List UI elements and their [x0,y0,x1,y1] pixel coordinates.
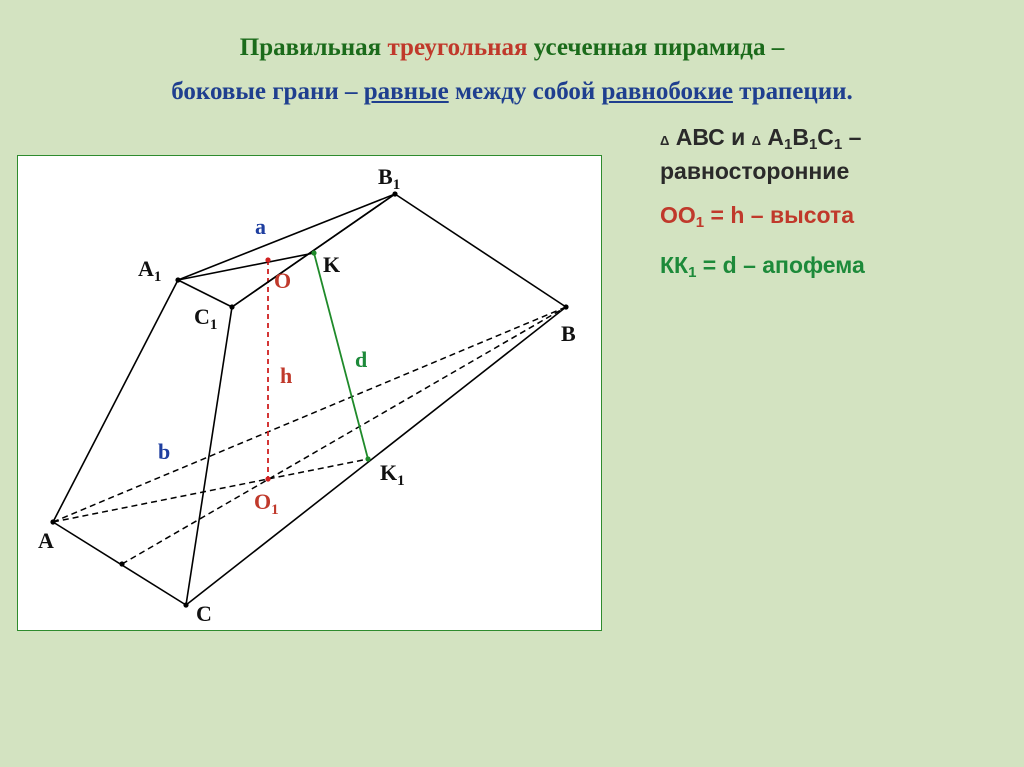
upper-median-a1k [178,253,314,280]
label-c1-letter: C [194,304,210,329]
title-part: трапеции. [732,78,853,105]
delta-symbol: Δ [660,133,670,148]
label-side-b: b [158,439,171,464]
note-height [660,202,854,231]
label-apothem-d: d [355,347,368,372]
label-c: C [196,601,212,626]
label-o1-letter: O [254,489,272,514]
label-k1-sub: 1 [397,473,405,489]
edge-aa1 [53,280,178,522]
label-o: O [274,268,292,293]
note-height-oo: ОО [660,202,696,228]
vertex-dot-c [183,602,188,607]
note-equilateral-word: равносторонние [660,158,850,184]
label-k1 [380,460,405,489]
title-part: Правильная [239,34,388,61]
title-underlined-isosceles: равнобокие [601,78,733,105]
note-sub: 1 [783,136,793,153]
label-height-h: h [280,363,293,388]
title-part: боковые грани – [171,78,364,105]
label-a1-letter: A [138,256,154,281]
vertex-dot-b [563,304,568,309]
label-b: B [561,321,576,346]
point-dot-o [265,257,270,262]
note-dash: – [842,124,862,150]
edge-cc1 [186,307,232,605]
note-b: В [792,124,809,150]
note-sub: 1 [808,136,818,153]
note-height-sub: 1 [695,214,705,231]
title-highlight-triangular: треугольная [387,34,528,61]
point-dot-o1 [265,476,270,481]
frustum-diagram [18,156,601,630]
label-b1-letter: B [378,164,393,189]
midpoint-dot-ac [119,561,124,566]
label-o1-sub: 1 [271,502,279,518]
edge-cb [186,307,566,605]
title-part: между собой [448,78,602,105]
note-apothem [660,252,865,281]
note-a: А [767,124,784,150]
title-underlined-equal: равные [363,78,449,105]
label-c1-sub: 1 [209,317,218,333]
point-dot-k [311,250,316,255]
note-c: С [817,124,834,150]
note-sub: 1 [833,136,843,153]
note-apothem-kk: КК [660,252,689,278]
label-b1 [378,164,400,193]
label-o1 [254,489,279,518]
diagram-frame [17,155,602,631]
vertex-dot-c1 [229,304,234,309]
vertex-dot-a1 [175,277,180,282]
label-a: A [38,528,54,553]
title-part: усеченная пирамида – [527,34,785,61]
hidden-median-cb [122,307,566,564]
label-a1-sub: 1 [153,269,162,285]
label-k1-letter: K [380,460,398,485]
label-k: K [323,252,341,277]
title-line-2 [0,77,1024,107]
point-dot-k1 [365,456,370,461]
note-height-rest: = h – высота [704,202,855,228]
note-equilateral-triangles [660,124,861,185]
label-a1 [138,256,161,285]
delta-symbol: Δ [751,133,761,148]
note-apothem-sub: 1 [688,264,697,281]
label-c1 [194,304,217,333]
edge-bb1 [395,194,566,307]
vertex-dot-a [50,519,55,524]
edge-a1c1 [178,280,232,307]
title-line-1 [0,33,1024,63]
label-b1-sub: 1 [392,177,401,193]
note-apothem-rest: = d – апофема [696,252,865,278]
hidden-edge-ab [53,307,566,522]
label-side-a: a [255,214,266,239]
note-abc: АВС и [675,124,752,150]
